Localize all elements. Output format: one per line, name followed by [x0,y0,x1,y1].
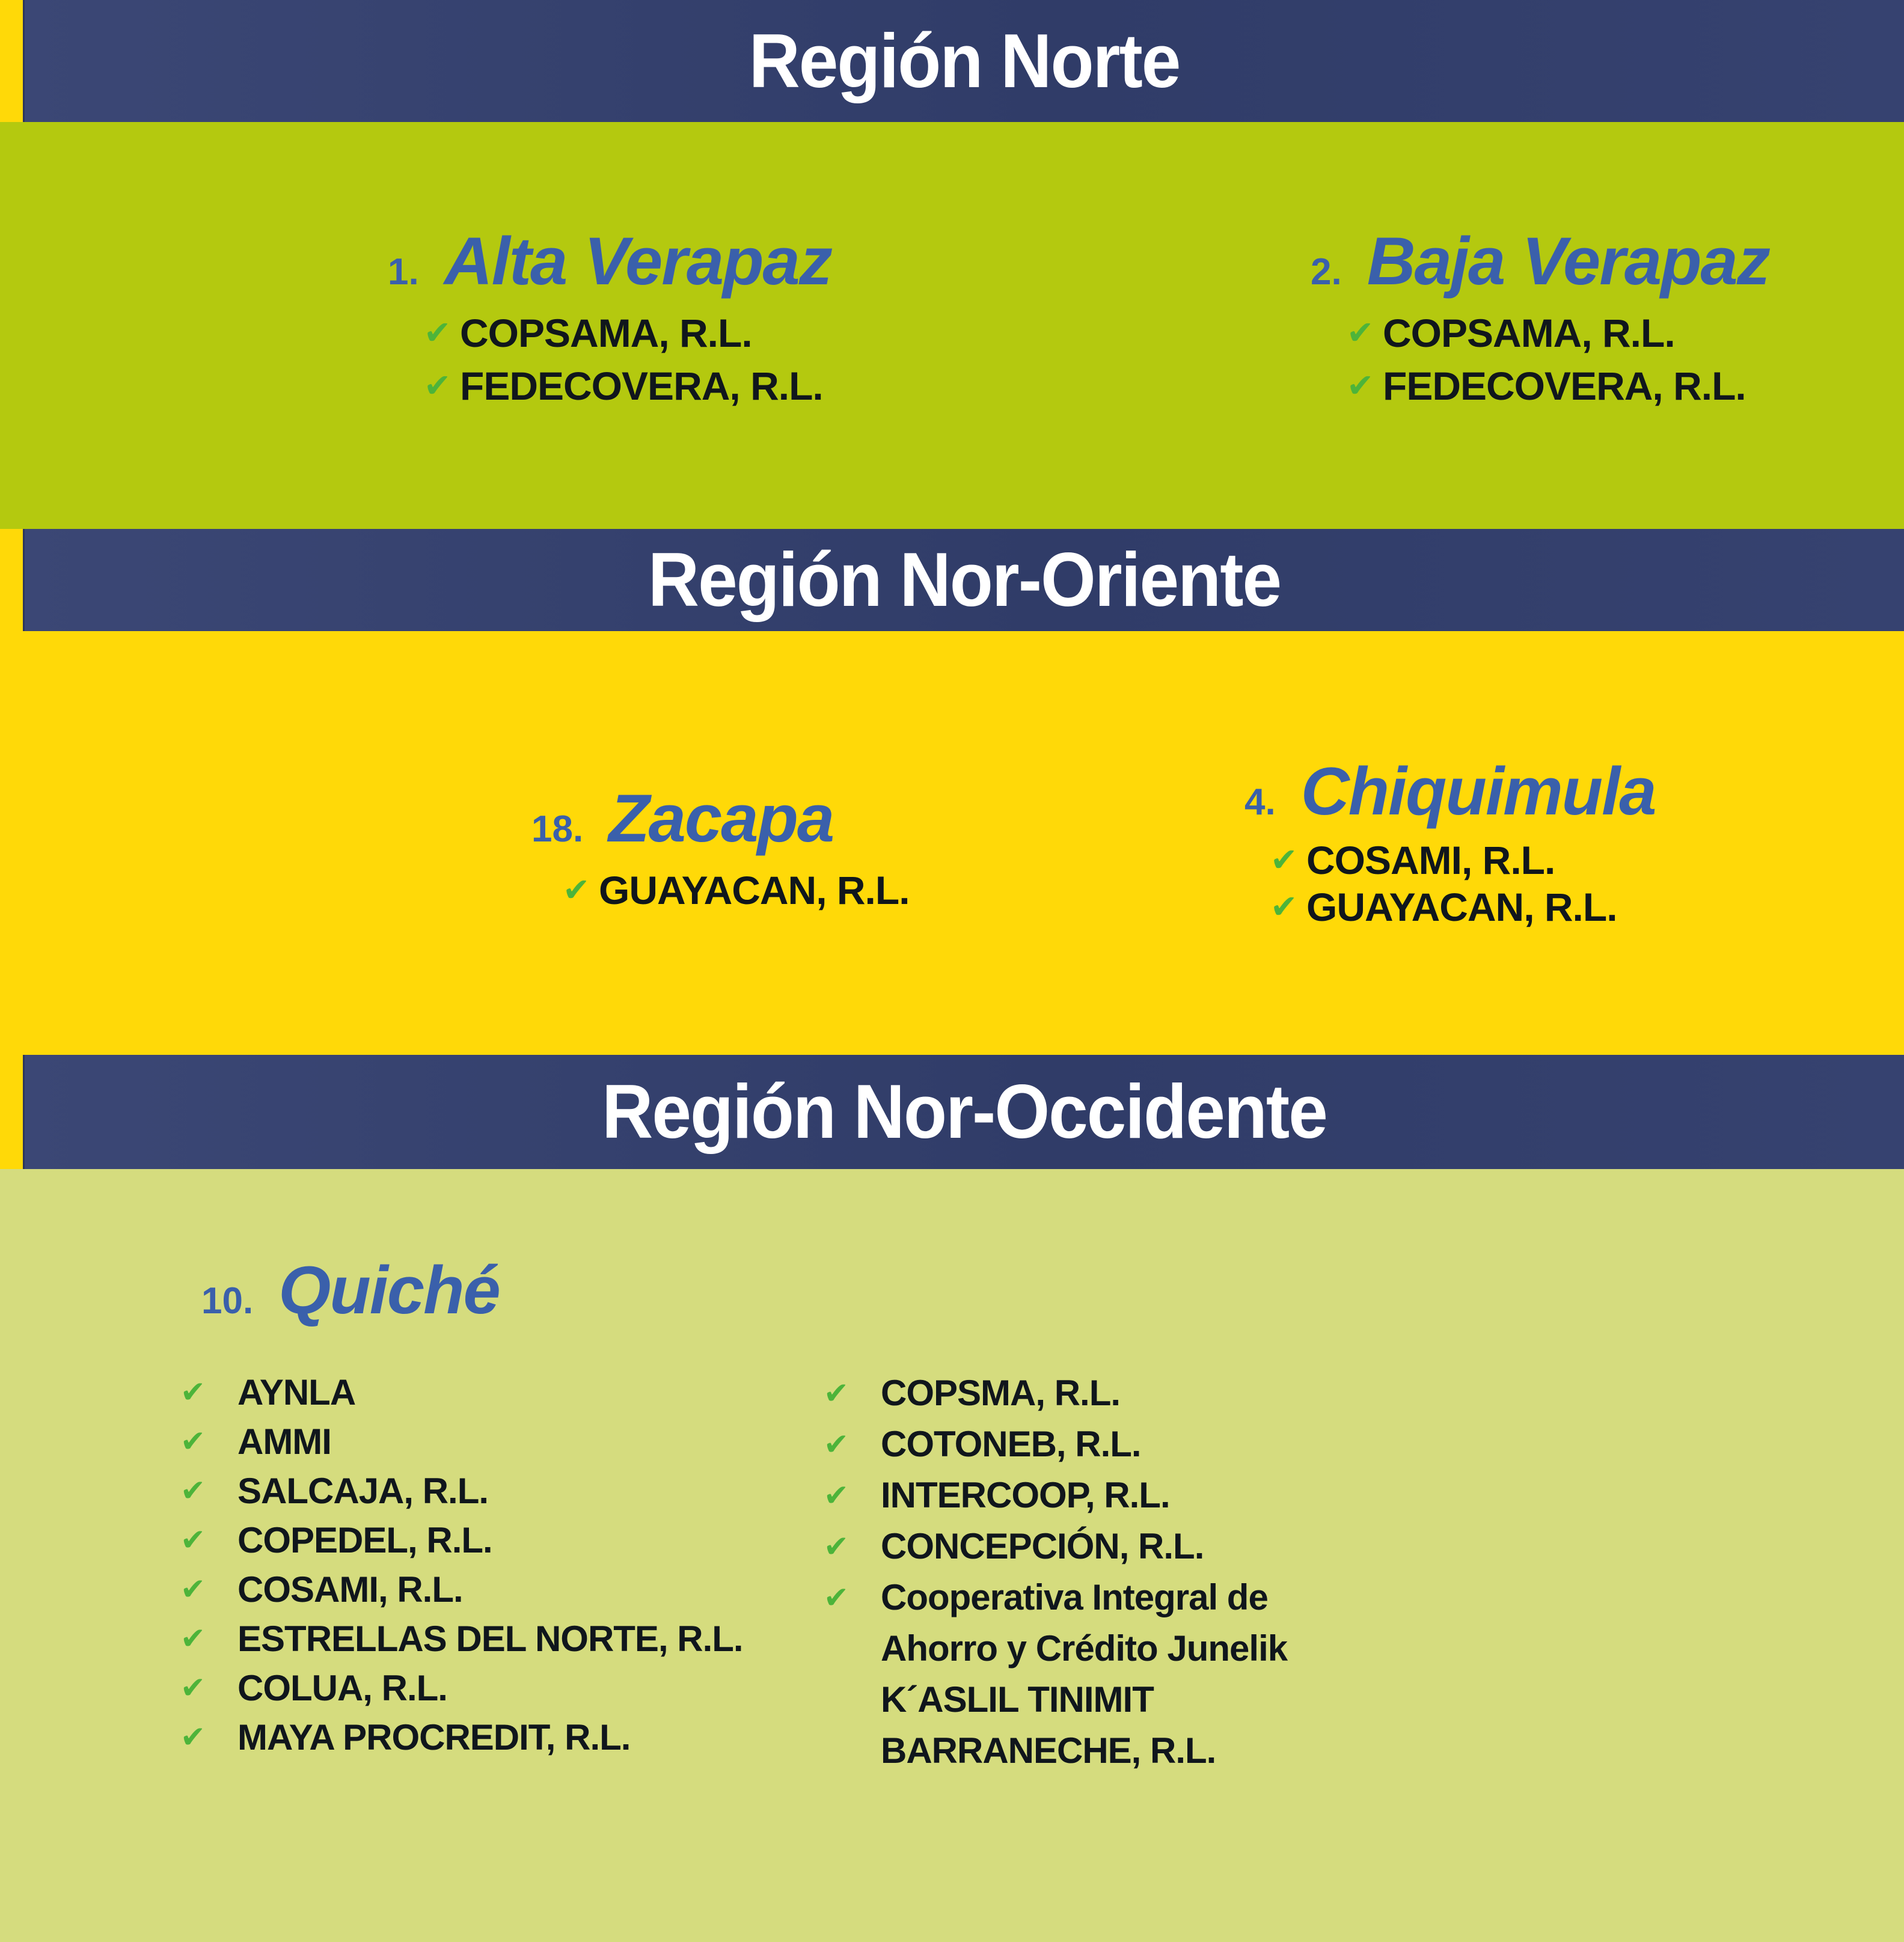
check-icon: ✔ [424,315,452,352]
cooperative-name: INTERCOOP, R.L. [881,1475,1170,1515]
cooperative-name: SALCAJA, R.L. [237,1470,489,1511]
region-nor-oriente-title: Región Nor-Oriente [647,537,1281,623]
cooperative-name: AMMI [237,1421,331,1462]
left-accent-strip [0,0,23,122]
cooperative-name: Cooperativa Integral de [881,1577,1268,1617]
department-alta-verapaz [388,224,831,412]
cooperative-list [1311,307,1769,412]
list-item [824,1521,1287,1572]
cooperative-name: K´ASLIL TINIMIT [881,1679,1154,1720]
check-icon: ✔ [180,1375,206,1409]
department-name: Chiquimula [1300,754,1656,829]
list-item [1270,837,1655,884]
cooperative-name: MAYA PROCREDIT, R.L. [237,1717,631,1757]
check-icon: ✔ [824,1478,849,1512]
list-item-continuation [824,1623,1287,1674]
section-nor-occidente [0,1169,1904,1942]
list-item-continuation [824,1725,1287,1776]
check-icon: ✔ [180,1523,206,1557]
check-icon: ✔ [180,1474,206,1507]
region-nor-oriente-bar [0,529,1904,631]
cooperative-name: COTONEB, R.L. [881,1424,1141,1464]
cooperative-list [531,864,910,917]
list-item [180,1417,743,1466]
cooperative-name: CONCEPCIÓN, R.L. [881,1526,1204,1566]
cooperative-name: GUAYACAN, R.L. [599,868,910,913]
list-item [180,1466,743,1515]
cooperative-name: COSAMI, R.L. [237,1569,463,1610]
cooperative-list [388,307,831,412]
list-item [180,1712,743,1762]
department-heading [1244,754,1655,828]
check-icon: ✔ [1270,842,1298,879]
list-item [824,1367,1287,1418]
list-item [424,307,831,359]
check-icon: ✔ [1347,368,1374,405]
department-number: 10. [201,1280,254,1322]
department-number: 18. [531,808,584,850]
check-icon: ✔ [180,1720,206,1754]
list-item [180,1515,743,1565]
cooperative-list-column-2 [824,1367,1287,1776]
list-item [1347,307,1769,359]
left-accent-strip [0,1055,23,1169]
cooperative-list [1244,837,1655,930]
list-item [563,864,910,917]
cooperative-name: COSAMI, R.L. [1306,838,1555,883]
check-icon: ✔ [180,1622,206,1655]
region-nor-occidente-title: Región Nor-Occidente [602,1069,1327,1155]
list-item [180,1367,743,1417]
cooperative-name: ESTRELLAS DEL NORTE, R.L. [237,1618,743,1659]
region-norte-bar [0,0,1904,122]
cooperative-list-column-1 [180,1367,743,1762]
department-quiche-heading [201,1253,500,1327]
list-item [824,1572,1287,1623]
check-icon: ✔ [180,1572,206,1606]
list-item [180,1663,743,1712]
department-name: Quiché [278,1253,500,1328]
check-icon: ✔ [180,1424,206,1458]
list-item [1270,884,1655,930]
department-heading [1311,224,1769,298]
department-name: Zacapa [608,781,834,856]
cooperative-name: FEDECOVERA, R.L. [1383,364,1746,409]
department-number: 2. [1311,251,1342,293]
cooperative-name: COPSAMA, R.L. [460,311,752,356]
section-norte [0,122,1904,529]
section-nor-oriente [0,631,1904,1055]
list-item [1347,359,1769,412]
cooperative-name: GUAYACAN, R.L. [1306,885,1617,930]
check-icon: ✔ [1347,315,1374,352]
region-norte-title: Región Norte [748,18,1180,104]
check-icon: ✔ [563,872,590,909]
list-item-continuation [824,1674,1287,1725]
region-norte-bar-inner [23,0,1904,122]
check-icon: ✔ [180,1671,206,1705]
list-item [824,1418,1287,1470]
list-item [824,1470,1287,1521]
department-baja-verapaz [1311,224,1769,412]
department-chiquimula [1244,754,1655,930]
department-number: 4. [1244,781,1276,823]
check-icon: ✔ [824,1580,849,1614]
cooperative-name: COPSAMA, R.L. [1383,311,1675,356]
department-heading [531,781,910,855]
cooperative-name: FEDECOVERA, R.L. [460,364,823,409]
list-item [180,1565,743,1614]
check-icon: ✔ [1270,889,1298,926]
department-number: 1. [388,251,419,293]
cooperative-name: COPSMA, R.L. [881,1373,1121,1413]
check-icon: ✔ [424,368,452,405]
cooperative-name: COPEDEL, R.L. [237,1519,492,1560]
region-nor-occidente-bar-inner [23,1055,1904,1169]
list-item [180,1614,743,1663]
check-icon: ✔ [824,1376,849,1410]
department-name: Alta Verapaz [444,224,831,299]
cooperative-name: Ahorro y Crédito Junelik [881,1628,1288,1669]
list-item [424,359,831,412]
region-nor-occidente-bar [0,1055,1904,1169]
region-nor-oriente-bar-inner [23,529,1904,631]
department-heading [388,224,831,298]
department-zacapa [531,781,910,917]
left-accent-strip [0,529,23,631]
cooperative-name: AYNLA [237,1372,356,1412]
check-icon: ✔ [824,1427,849,1461]
cooperative-name: BARRANECHE, R.L. [881,1730,1216,1771]
cooperative-name: COLUA, R.L. [237,1667,447,1708]
check-icon: ✔ [824,1529,849,1563]
department-name: Baja Verapaz [1367,224,1769,299]
